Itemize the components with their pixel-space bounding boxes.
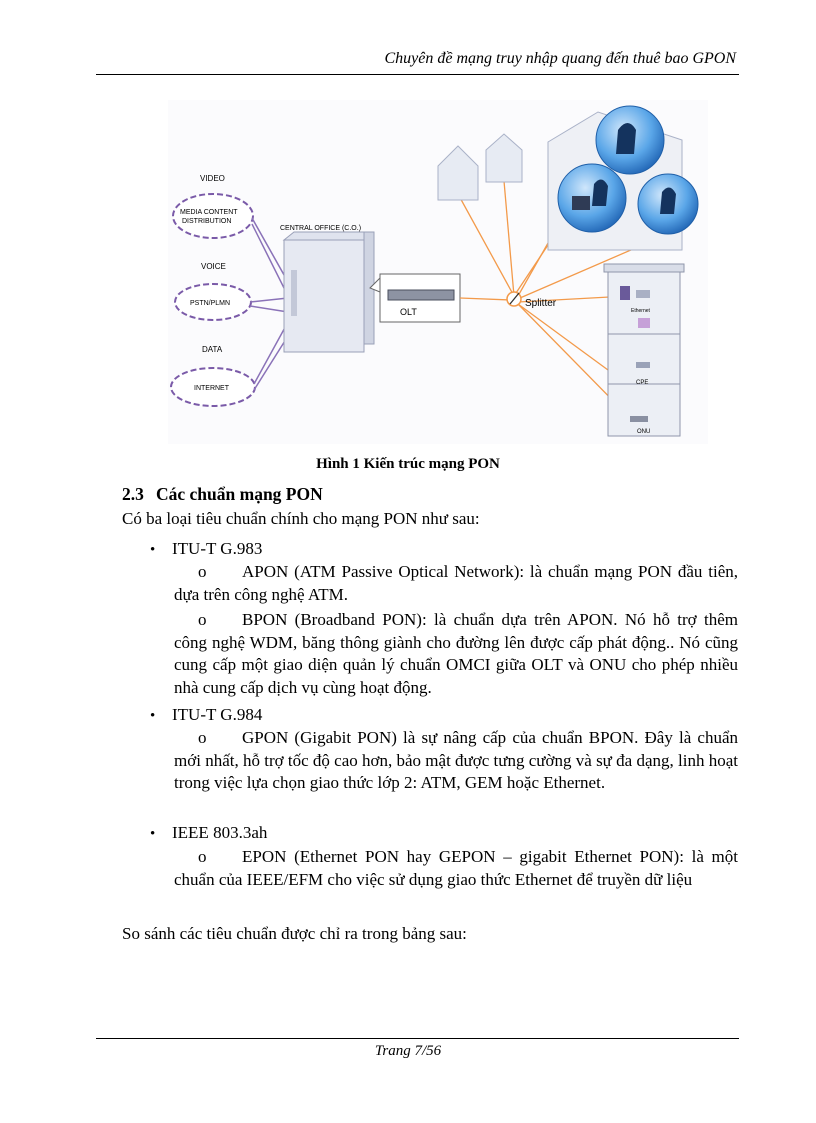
user-globe-3: [638, 174, 698, 234]
olt-label: OLT: [400, 307, 417, 317]
standard-item: [174, 727, 738, 795]
section-heading: [122, 484, 323, 505]
homes: [438, 134, 522, 200]
user-globe-1: [596, 106, 664, 174]
section-title: Các chuẩn mạng PON: [156, 484, 323, 504]
standard-name: ITU-T G.984: [172, 705, 263, 724]
sub-bullet-icon: o: [198, 562, 207, 581]
standard-item-text: GPON (Gigabit PON) là sự nâng cấp của chuẩn BPON. Đây là chuẩn mới nhất, hỗ trợ tốc độ cao hơn, bảo mật được tưng cường và sự đa dạng, linh hoạt trong việc lựa chọn giao thức lớp 2: ATM, GEM hoặc Ethernet.: [174, 728, 738, 792]
outro-paragraph: So sánh các tiêu chuẩn được chỉ ra trong bảng sau:: [122, 924, 467, 943]
section-number: 2.3: [122, 484, 144, 504]
user-globe-2: [558, 164, 626, 232]
page-number: Trang 7/56: [374, 1043, 442, 1059]
figure-caption: Hình 1 Kiến trúc mạng PON: [316, 456, 500, 472]
video-label: VIDEO: [200, 174, 225, 183]
onu-label: ONU: [637, 429, 651, 435]
ethernet-label: Ethernet: [631, 308, 650, 314]
list-item-standard: [150, 822, 267, 845]
bullet-icon: •: [150, 708, 156, 724]
internet-label: INTERNET: [194, 385, 229, 392]
splitter-icon: [507, 292, 521, 306]
media-label-2: DISTRIBUTION: [182, 218, 232, 225]
standard-item-text: APON (ATM Passive Optical Network): là chuẩn mạng PON đầu tiên, dựa trên công nghệ ATM.: [174, 562, 738, 604]
voice-label: VOICE: [201, 262, 226, 271]
pstn-label: PSTN/PLMN: [190, 300, 231, 307]
standard-name: IEEE 803.3ah: [172, 823, 268, 842]
standard-item: [174, 561, 738, 606]
bullet-icon: •: [150, 826, 156, 842]
bullet-icon: •: [150, 542, 156, 558]
intro-paragraph: Có ba loại tiêu chuẩn chính cho mạng PON như sau:: [122, 509, 480, 528]
standard-name: ITU-T G.983: [172, 539, 263, 558]
list-item-standard: [150, 704, 262, 727]
standard-item-text: BPON (Broadband PON): là chuẩn dựa trên APON. Nó hỗ trợ thêm công nghệ WDM, băng thông giành cho đường lên được cấp phát động.. Nó cũng cung cấp một giao diện quản lý chuẩn OMCI giữa OLT và ONU cho phép nhiều nhà cung cấp dịch vụ cùng hoạt động.: [174, 610, 738, 697]
pon-diagram: [168, 100, 708, 444]
header-rule: [96, 74, 739, 75]
page-header: Chuyên đề mạng truy nhập quang đến thuê bao GPON: [384, 50, 736, 67]
footer-rule: [96, 1038, 739, 1039]
central-office-label: CENTRAL OFFICE (C.O.): [280, 225, 362, 232]
media-label-1: MEDIA CONTENT: [180, 209, 238, 216]
splitter-label: Splitter: [525, 298, 557, 309]
sub-bullet-icon: o: [198, 610, 207, 629]
sub-bullet-icon: o: [198, 847, 207, 866]
standard-item: [174, 609, 738, 699]
central-office-building: [284, 232, 374, 352]
data-label: DATA: [202, 345, 223, 354]
video-cloud: [173, 194, 253, 238]
service-links: [250, 218, 288, 390]
pon-architecture-figure: [168, 100, 708, 444]
sub-bullet-icon: o: [198, 728, 207, 747]
list-item-standard: [150, 538, 262, 561]
standard-item: [174, 846, 738, 891]
cpe-label: CPE: [636, 380, 649, 386]
standard-item-text: EPON (Ethernet PON hay GEPON – gigabit Ethernet PON): là một chuẩn của IEEE/EFM cho việc sử dụng giao thức Ethernet để truyền dữ liệu: [174, 847, 738, 889]
equipment-rack: [604, 264, 684, 436]
